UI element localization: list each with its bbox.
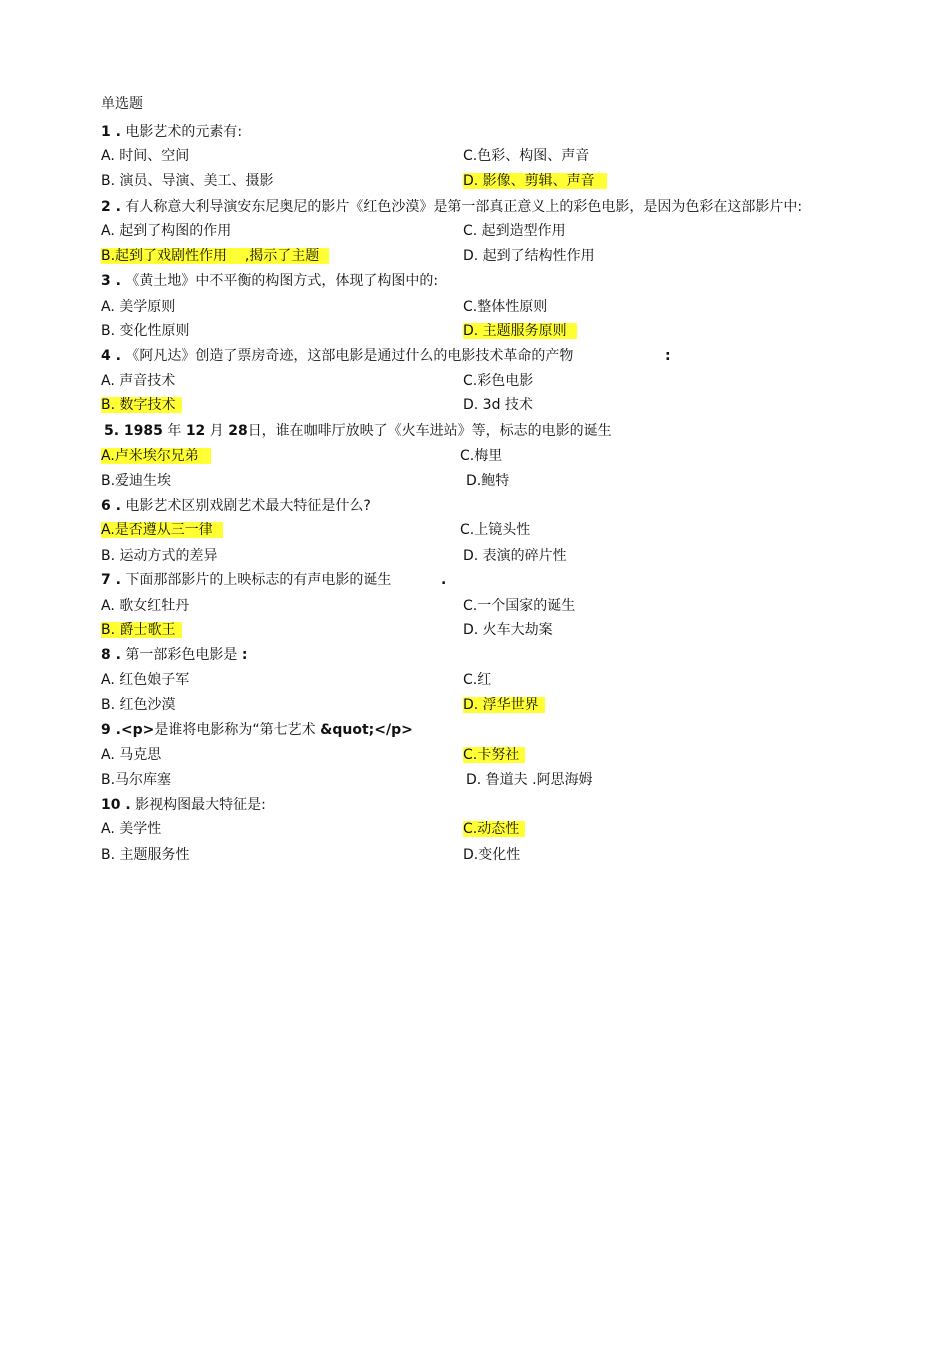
option-a: A. 美学性 — [101, 821, 162, 837]
question-tail: &quot;</p> — [320, 722, 413, 738]
option-b-answer — [101, 620, 182, 640]
answer-highlight: B. 爵士歌王 — [101, 622, 182, 638]
question-text-part: 日，谁在咖啡厅放映了《火车进站》等，标志的电影的诞生 — [247, 423, 612, 439]
option-a-answer — [101, 446, 211, 466]
answer-highlight: B. 数字技术 — [101, 397, 182, 413]
question-10 — [101, 795, 266, 815]
question-text-part: 12 — [185, 423, 206, 439]
question-number: 7 . — [101, 572, 121, 588]
question-number: 9 .<p> — [101, 722, 155, 738]
question-text: 第一部彩色电影是 — [125, 647, 238, 663]
answer-highlight: A.是否遵从三一律 — [101, 522, 223, 538]
option-c: C.整体性原则 — [463, 299, 548, 315]
option-b: B. 演员、导演、美工、摄影 — [101, 173, 274, 189]
option-d: D. 火车大劫案 — [463, 622, 553, 638]
question-number: 4 . — [101, 348, 121, 364]
question-number: 3 . — [101, 273, 121, 289]
option-c: C. 起到造型作用 — [463, 223, 566, 239]
answer-highlight: D. 浮华世界 — [463, 697, 545, 713]
question-tail: : — [665, 348, 671, 364]
option-c-answer — [463, 745, 525, 765]
question-number: 5. 1985 — [104, 423, 163, 439]
option-d: D. 鲁道夫 .阿思海姆 — [466, 772, 593, 788]
question-text: 电影艺术的元素有: — [125, 124, 243, 140]
question-text: 有人称意大利导演安东尼奥尼的影片《红色沙漠》是第一部真正意义上的彩色电影，是因为色彩在这部影片中: — [125, 199, 803, 215]
question-text: 影视构图最大特征是: — [135, 797, 266, 813]
question-1 — [101, 122, 242, 142]
option-d: D. 表演的碎片性 — [463, 548, 567, 564]
question-4 — [101, 346, 573, 366]
option-d: D.鲍特 — [466, 473, 510, 489]
question-number: 2 . — [101, 199, 121, 215]
question-text: 下面那部影片的上映标志的有声电影的诞生 — [125, 572, 392, 588]
option-d-answer — [463, 171, 607, 191]
question-text-part: 28 — [228, 423, 248, 439]
option-b-answer — [101, 246, 329, 266]
answer-highlight: D. 主题服务原则 — [463, 323, 577, 339]
answer-highlight: D. 影像、剪辑、声音 — [463, 173, 607, 189]
question-text: 《黄土地》中不平衡的构图方式，体现了构图中的: — [125, 273, 439, 289]
option-b: B. 红色沙漠 — [101, 697, 176, 713]
option-a: A. 美学原则 — [101, 299, 176, 315]
question-9 — [101, 720, 413, 740]
option-d-answer — [463, 321, 577, 341]
question-2 — [101, 197, 802, 217]
option-c: C.红 — [463, 672, 492, 688]
option-b: B.马尔库塞 — [101, 772, 172, 788]
option-a: A. 红色娘子军 — [101, 672, 190, 688]
question-number: 1 . — [101, 124, 121, 140]
question-text: 《阿凡达》创造了票房奇迹，这部电影是通过什么的电影技术革命的产物 — [125, 348, 574, 364]
question-number: 10 . — [101, 797, 131, 813]
question-number: 8 . — [101, 647, 121, 663]
option-c: C.上镜头性 — [460, 522, 531, 538]
option-c: C.彩色电影 — [463, 373, 534, 389]
option-a-answer — [101, 520, 223, 540]
option-a: A. 歌女红牡丹 — [101, 598, 190, 614]
option-d: D.变化性 — [463, 847, 521, 863]
question-text-part: 月 — [209, 423, 224, 439]
question-3 — [101, 271, 438, 291]
question-text-part: 年 — [167, 423, 182, 439]
section-heading: 单选题 — [101, 96, 143, 112]
option-c: C.一个国家的诞生 — [463, 598, 576, 614]
option-c-answer — [463, 819, 525, 839]
option-a: A. 声音技术 — [101, 373, 176, 389]
option-b: B. 运动方式的差异 — [101, 548, 218, 564]
question-tail: . — [441, 572, 447, 588]
option-a: A. 马克思 — [101, 747, 162, 763]
answer-highlight: B.起到了戏剧性作用 ,揭示了主题 — [101, 248, 329, 264]
option-b: B.爱迪生埃 — [101, 473, 172, 489]
answer-highlight: C.动态性 — [463, 821, 525, 837]
question-5 — [104, 421, 612, 441]
option-c: C.梅里 — [460, 448, 503, 464]
option-a: A. 起到了构图的作用 — [101, 223, 232, 239]
question-tail: : — [241, 647, 248, 663]
option-d: D. 起到了结构性作用 — [463, 248, 595, 264]
option-b: B. 变化性原则 — [101, 323, 190, 339]
question-number: 6 . — [101, 498, 121, 514]
option-b-answer — [101, 395, 182, 415]
option-b: B. 主题服务性 — [101, 847, 190, 863]
option-d-answer — [463, 695, 545, 715]
answer-highlight: A.卢米埃尔兄弟 — [101, 448, 211, 464]
answer-highlight: C.卡努社 — [463, 747, 525, 763]
option-c: C.色彩、构图、声音 — [463, 148, 590, 164]
question-7 — [101, 570, 391, 590]
option-d: D. 3d 技术 — [463, 397, 533, 413]
option-a: A. 时间、空间 — [101, 148, 190, 164]
question-text: 电影艺术区别戏剧艺术最大特征是什么? — [125, 498, 371, 514]
question-8 — [101, 645, 247, 665]
question-text: 是谁将电影称为“第七艺术 — [154, 722, 316, 738]
question-6 — [101, 496, 371, 516]
